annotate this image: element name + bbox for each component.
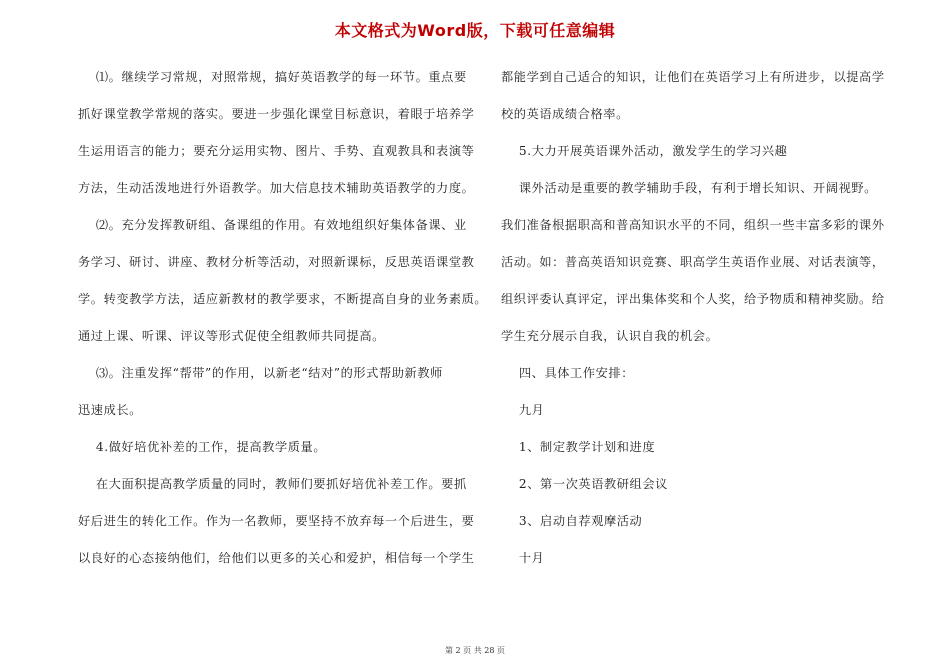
- text-line: 生运用语言的能力；要充分运用实物、图片、手势、直观教具和表演等: [78, 144, 475, 158]
- text-line: 在大面积提高教学质量的同时，教师们要抓好培优补差工作。要抓: [78, 477, 467, 491]
- page-number-footer: 第 2 页 共 28 页: [445, 646, 505, 655]
- text-line: 1、制定教学计划和进度: [501, 440, 656, 454]
- left-text-column: [78, 59, 488, 577]
- text-line: ⑴。继续学习常规，对照常规，搞好英语教学的每一环节。重点要: [78, 70, 467, 84]
- text-line: 课外活动是重要的教学辅助手段，有利于增长知识、开阔视野。: [501, 181, 877, 195]
- text-line: ⑶。注重发挥“帮带”的作用，以新老“结对”的形式帮助新教师: [78, 366, 443, 380]
- text-line: 务学习、研讨、讲座、教材分析等活动，对照新课标，反思英语课堂教: [78, 255, 475, 269]
- text-line: 迅速成长。: [78, 403, 142, 417]
- text-line: 抓好课堂教学常规的落实。要进一步强化课堂目标意识，着眼于培养学: [78, 107, 475, 121]
- text-line: 4.做好培优补差的工作，提高教学质量。: [78, 440, 327, 454]
- text-line: 组织评委认真评定，评出集体奖和个人奖，给予物质和精神奖励。给: [501, 292, 885, 306]
- text-line: 九月: [501, 403, 545, 417]
- text-line: ⑵。充分发挥教研组、备课组的作用。有效地组织好集体备课、业: [78, 218, 467, 232]
- text-line: 3、启动自荐观摩活动: [501, 514, 643, 528]
- text-line: 2、第一次英语教研组会议: [501, 477, 668, 491]
- text-line: 通过上课、听课、评议等形式促使全组教师共同提高。: [78, 329, 385, 343]
- text-line: 好后进生的转化工作。作为一名教师，要坚持不放弃每一个后进生，要: [78, 514, 475, 528]
- text-line: 四、具体工作安排：: [501, 366, 634, 380]
- text-line: 方法，生动活泼地进行外语教学。加大信息技术辅助英语教学的力度。: [78, 181, 475, 195]
- text-line: 5.大力开展英语课外活动，激发学生的学习兴趣: [501, 144, 788, 158]
- right-text-column: [501, 59, 891, 577]
- page-header-title: 本文格式为Word版，下载可任意编辑: [334, 21, 616, 40]
- text-line: 活动。如：普高英语知识竞赛、职高学生英语作业展、对话表演等，: [501, 255, 885, 269]
- text-line: 校的英语成绩合格率。: [501, 107, 629, 121]
- text-line: 以良好的心态接纳他们，给他们以更多的关心和爱护，相信每一个学生: [78, 551, 475, 565]
- text-line: 都能学到自己适合的知识，让他们在英语学习上有所进步，以提高学: [501, 70, 885, 84]
- text-line: 我们准备根据职高和普高知识水平的不同，组织一些丰富多彩的课外: [501, 218, 885, 232]
- text-line: 学。转变教学方法，适应新教材的教学要求，不断提高自身的业务素质。: [78, 292, 488, 306]
- text-line: 十月: [501, 551, 545, 565]
- text-line: 学生充分展示自我，认识自我的机会。: [501, 329, 719, 343]
